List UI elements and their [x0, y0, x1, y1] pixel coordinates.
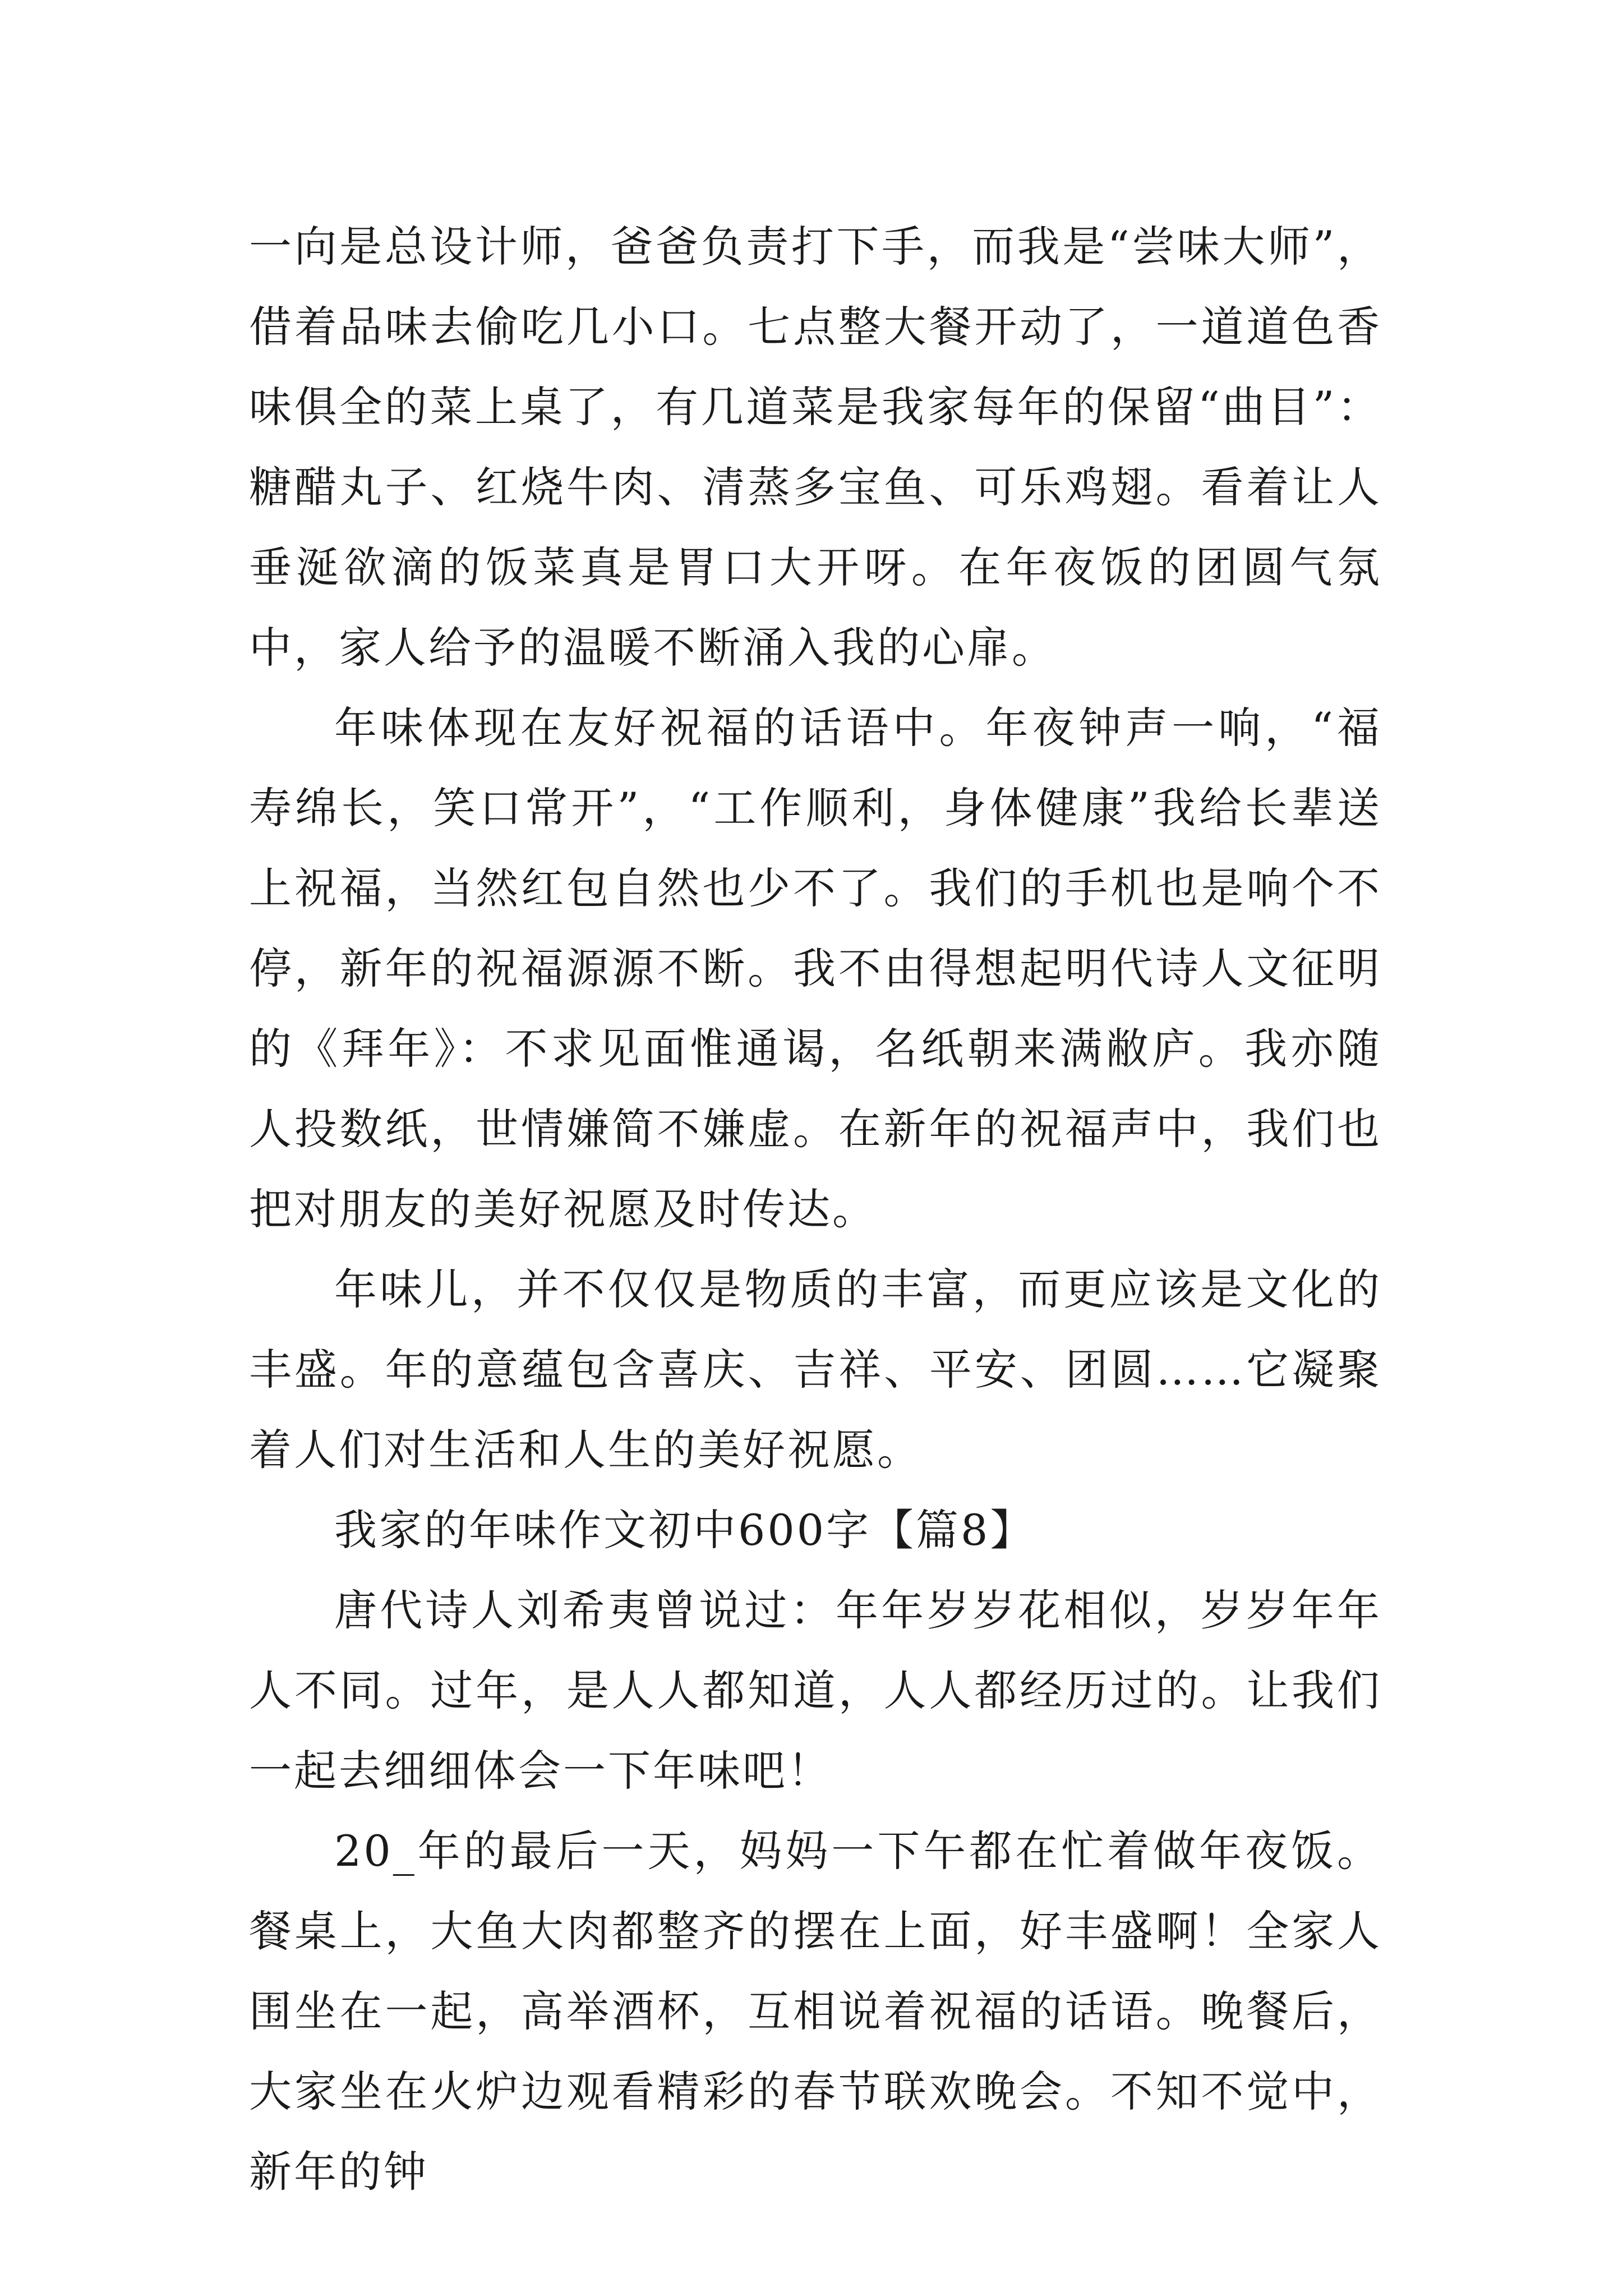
paragraph-continued: 一向是总设计师，爸爸负责打下手，而我是“尝味大师”，借着品味去偷吃几小口。七点整大餐开动了，一道道色香味俱全的菜上桌了，有几道菜是我家每年的保留“曲目”：糖醋丸子、红烧牛肉、清蒸多宝鱼、可乐鸡翅。看着让人垂涎欲滴的饭菜真是胃口大开呀。在年夜饭的团圆气氛中，家人给予的温暖不断涌入我的心扉。 — [249, 222, 1382, 673]
paragraph-poet-quote: 唐代诗人刘希夷曾说过：年年岁岁花相似，岁岁年年人不同。过年，是人人都知道，人人都经历过的。让我们一起去细细体会一下年味吧！ — [249, 1585, 1382, 1796]
paragraph-new-year-eve: 20_年的最后一天，妈妈一下午都在忙着做年夜饭。餐桌上，大鱼大肉都整齐的摆在上面，好丰盛啊！全家人围坐在一起，高举酒杯，互相说着祝福的话语。晚餐后，大家坐在火炉边观看精彩的春节联欢晚会。不知不觉中，新年的钟 — [249, 1826, 1382, 2197]
section-heading: 我家的年味作文初中600字【篇8】 — [334, 1505, 1035, 1555]
paragraph-culture: 年味儿，并不仅仅是物质的丰富，而更应该是文化的丰盛。年的意蕴包含喜庆、吉祥、平安、团圆……它凝聚着人们对生活和人生的美好祝愿。 — [249, 1264, 1382, 1475]
document-body — [249, 206, 1382, 2212]
paragraph-new-year-wishes: 年味体现在友好祝福的话语中。年夜钟声一响，“福寿绵长，笑口常开”，“工作顺利，身体健康”我给长辈送上祝福，当然红包自然也少不了。我们的手机也是响个不停，新年的祝福源源不断。我不由得想起明代诗人文征明的《拜年》：不求见面惟通谒，名纸朝来满敝庐。我亦随人投数纸，世情嫌简不嫌虚。在新年的祝福声中，我们也把对朋友的美好祝愿及时传达。 — [249, 703, 1382, 1234]
